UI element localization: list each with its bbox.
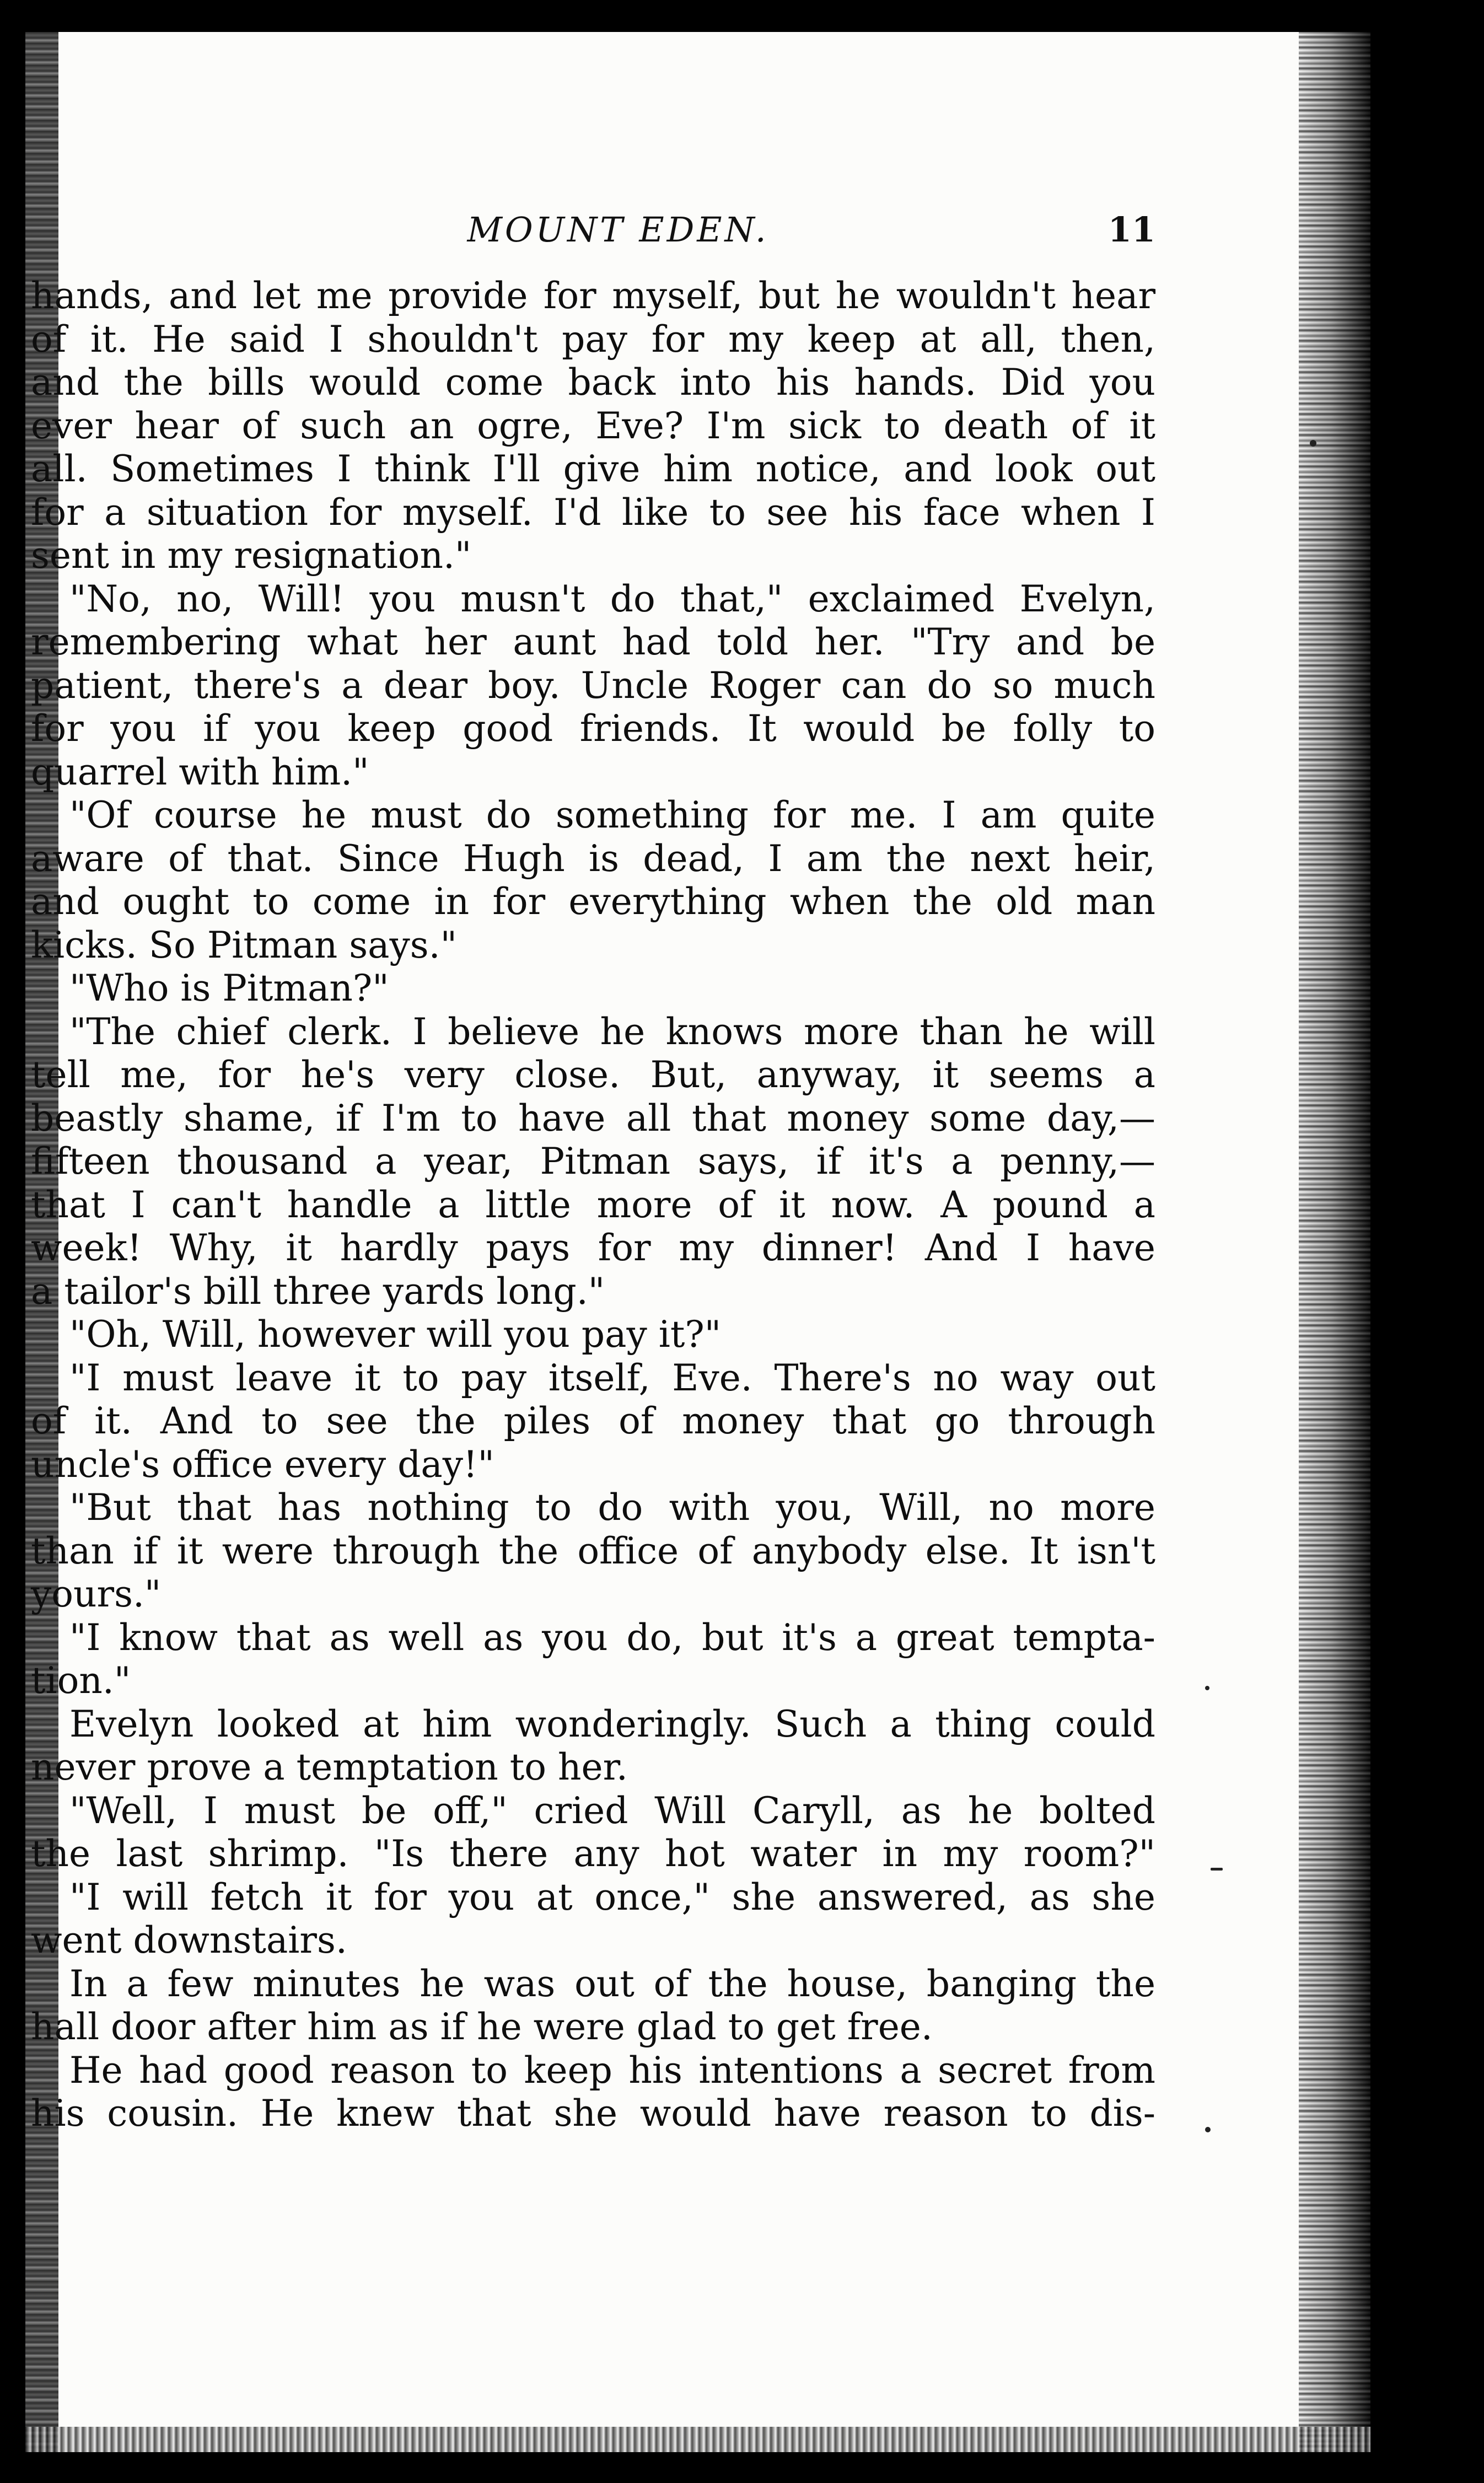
- text-line: beastly shame, if I'm to have all that money some day,—: [31, 1097, 1155, 1140]
- text-line: "Well, I must be off," cried Will Caryll, as he bolted: [69, 1789, 1155, 1832]
- running-title: MOUNT EDEN.: [467, 209, 769, 250]
- print-speck: [1205, 2127, 1211, 2132]
- text-line: for a situation for myself. I'd like to see his face when I: [31, 491, 1155, 534]
- text-line: quarrel with him.": [31, 750, 369, 793]
- page-number: 11: [1107, 209, 1155, 250]
- text-line: of it. He said I shouldn't pay for my keep at all, then,: [31, 318, 1155, 361]
- text-line: "Who is Pitman?": [69, 967, 389, 1009]
- text-line: never prove a temptation to her.: [31, 1746, 628, 1788]
- text-line: tion.": [31, 1659, 131, 1702]
- text-line: all. Sometimes I think I'll give him notice, and look out: [31, 448, 1155, 490]
- text-line: "I must leave it to pay itself, Eve. There's no way out: [69, 1356, 1155, 1399]
- print-speck: [1211, 1868, 1223, 1871]
- text-line: aware of that. Since Hugh is dead, I am the next heir,: [31, 837, 1155, 880]
- text-line: than if it were through the office of anybody else. It isn't: [31, 1529, 1155, 1572]
- text-line: week! Why, it hardly pays for my dinner! And I have: [31, 1227, 1155, 1269]
- text-line: fifteen thousand a year, Pitman says, if it's a penny,—: [31, 1140, 1155, 1183]
- page-header: [80, 209, 1155, 259]
- text-line: "The chief clerk. I believe he knows more than he will: [69, 1010, 1155, 1053]
- text-line: and the bills would come back into his hands. Did you: [31, 361, 1155, 404]
- text-line: Evelyn looked at him wonderingly. Such a thing could: [69, 1702, 1155, 1745]
- text-line: tell me, for he's very close. But, anyway, it seems a: [31, 1054, 1155, 1096]
- text-line: that I can't handle a little more of it now. A pound a: [31, 1183, 1155, 1226]
- text-line: went downstairs.: [31, 1919, 347, 1961]
- book-page: [25, 32, 1370, 2452]
- text-line: yours.": [31, 1573, 162, 1615]
- page-right-edge-shadow: [1299, 32, 1370, 2452]
- text-line: "No, no, Will! you musn't do that," exclaimed Evelyn,: [69, 577, 1155, 620]
- text-line: sent in my resignation.": [31, 534, 472, 577]
- text-line: his cousin. He knew that she would have reason to dis-: [31, 2092, 1155, 2135]
- text-line: kicks. So Pitman says.": [31, 923, 457, 966]
- text-line: "Of course he must do something for me. I am quite: [69, 794, 1155, 836]
- body-text: [31, 275, 1155, 2136]
- text-line: "I know that as well as you do, but it's a great tempta-: [69, 1616, 1155, 1659]
- text-line: uncle's office every day!": [31, 1443, 494, 1486]
- page-bottom-edge-shadow: [25, 2427, 1370, 2452]
- text-line: a tailor's bill three yards long.": [31, 1270, 605, 1313]
- text-line: hall door after him as if he were glad to get free.: [31, 2006, 933, 2048]
- text-line: and ought to come in for everything when the old man: [31, 880, 1155, 923]
- text-line: "I will fetch it for you at once," she answered, as she: [69, 1875, 1155, 1918]
- text-line: hands, and let me provide for myself, but he wouldn't hear: [31, 275, 1155, 317]
- text-line: remembering what her aunt had told her. "Try and be: [31, 621, 1155, 663]
- text-line: He had good reason to keep his intentions a secret from: [69, 2049, 1155, 2092]
- text-line: "But that has nothing to do with you, Will, no more: [69, 1486, 1155, 1529]
- text-line: of it. And to see the piles of money that go through: [31, 1400, 1155, 1442]
- text-line: "Oh, Will, however will you pay it?": [69, 1313, 722, 1356]
- text-line: In a few minutes he was out of the house, banging the: [69, 1962, 1155, 2005]
- print-speck: [1205, 1686, 1209, 1690]
- text-line: ever hear of such an ogre, Eve? I'm sick to death of it: [31, 404, 1155, 447]
- text-line: for you if you keep good friends. It would be folly to: [31, 707, 1155, 750]
- print-speck: [1310, 440, 1316, 447]
- text-line: patient, there's a dear boy. Uncle Roger can do so much: [31, 664, 1155, 707]
- text-line: the last shrimp. "Is there any hot water in my room?": [31, 1832, 1155, 1875]
